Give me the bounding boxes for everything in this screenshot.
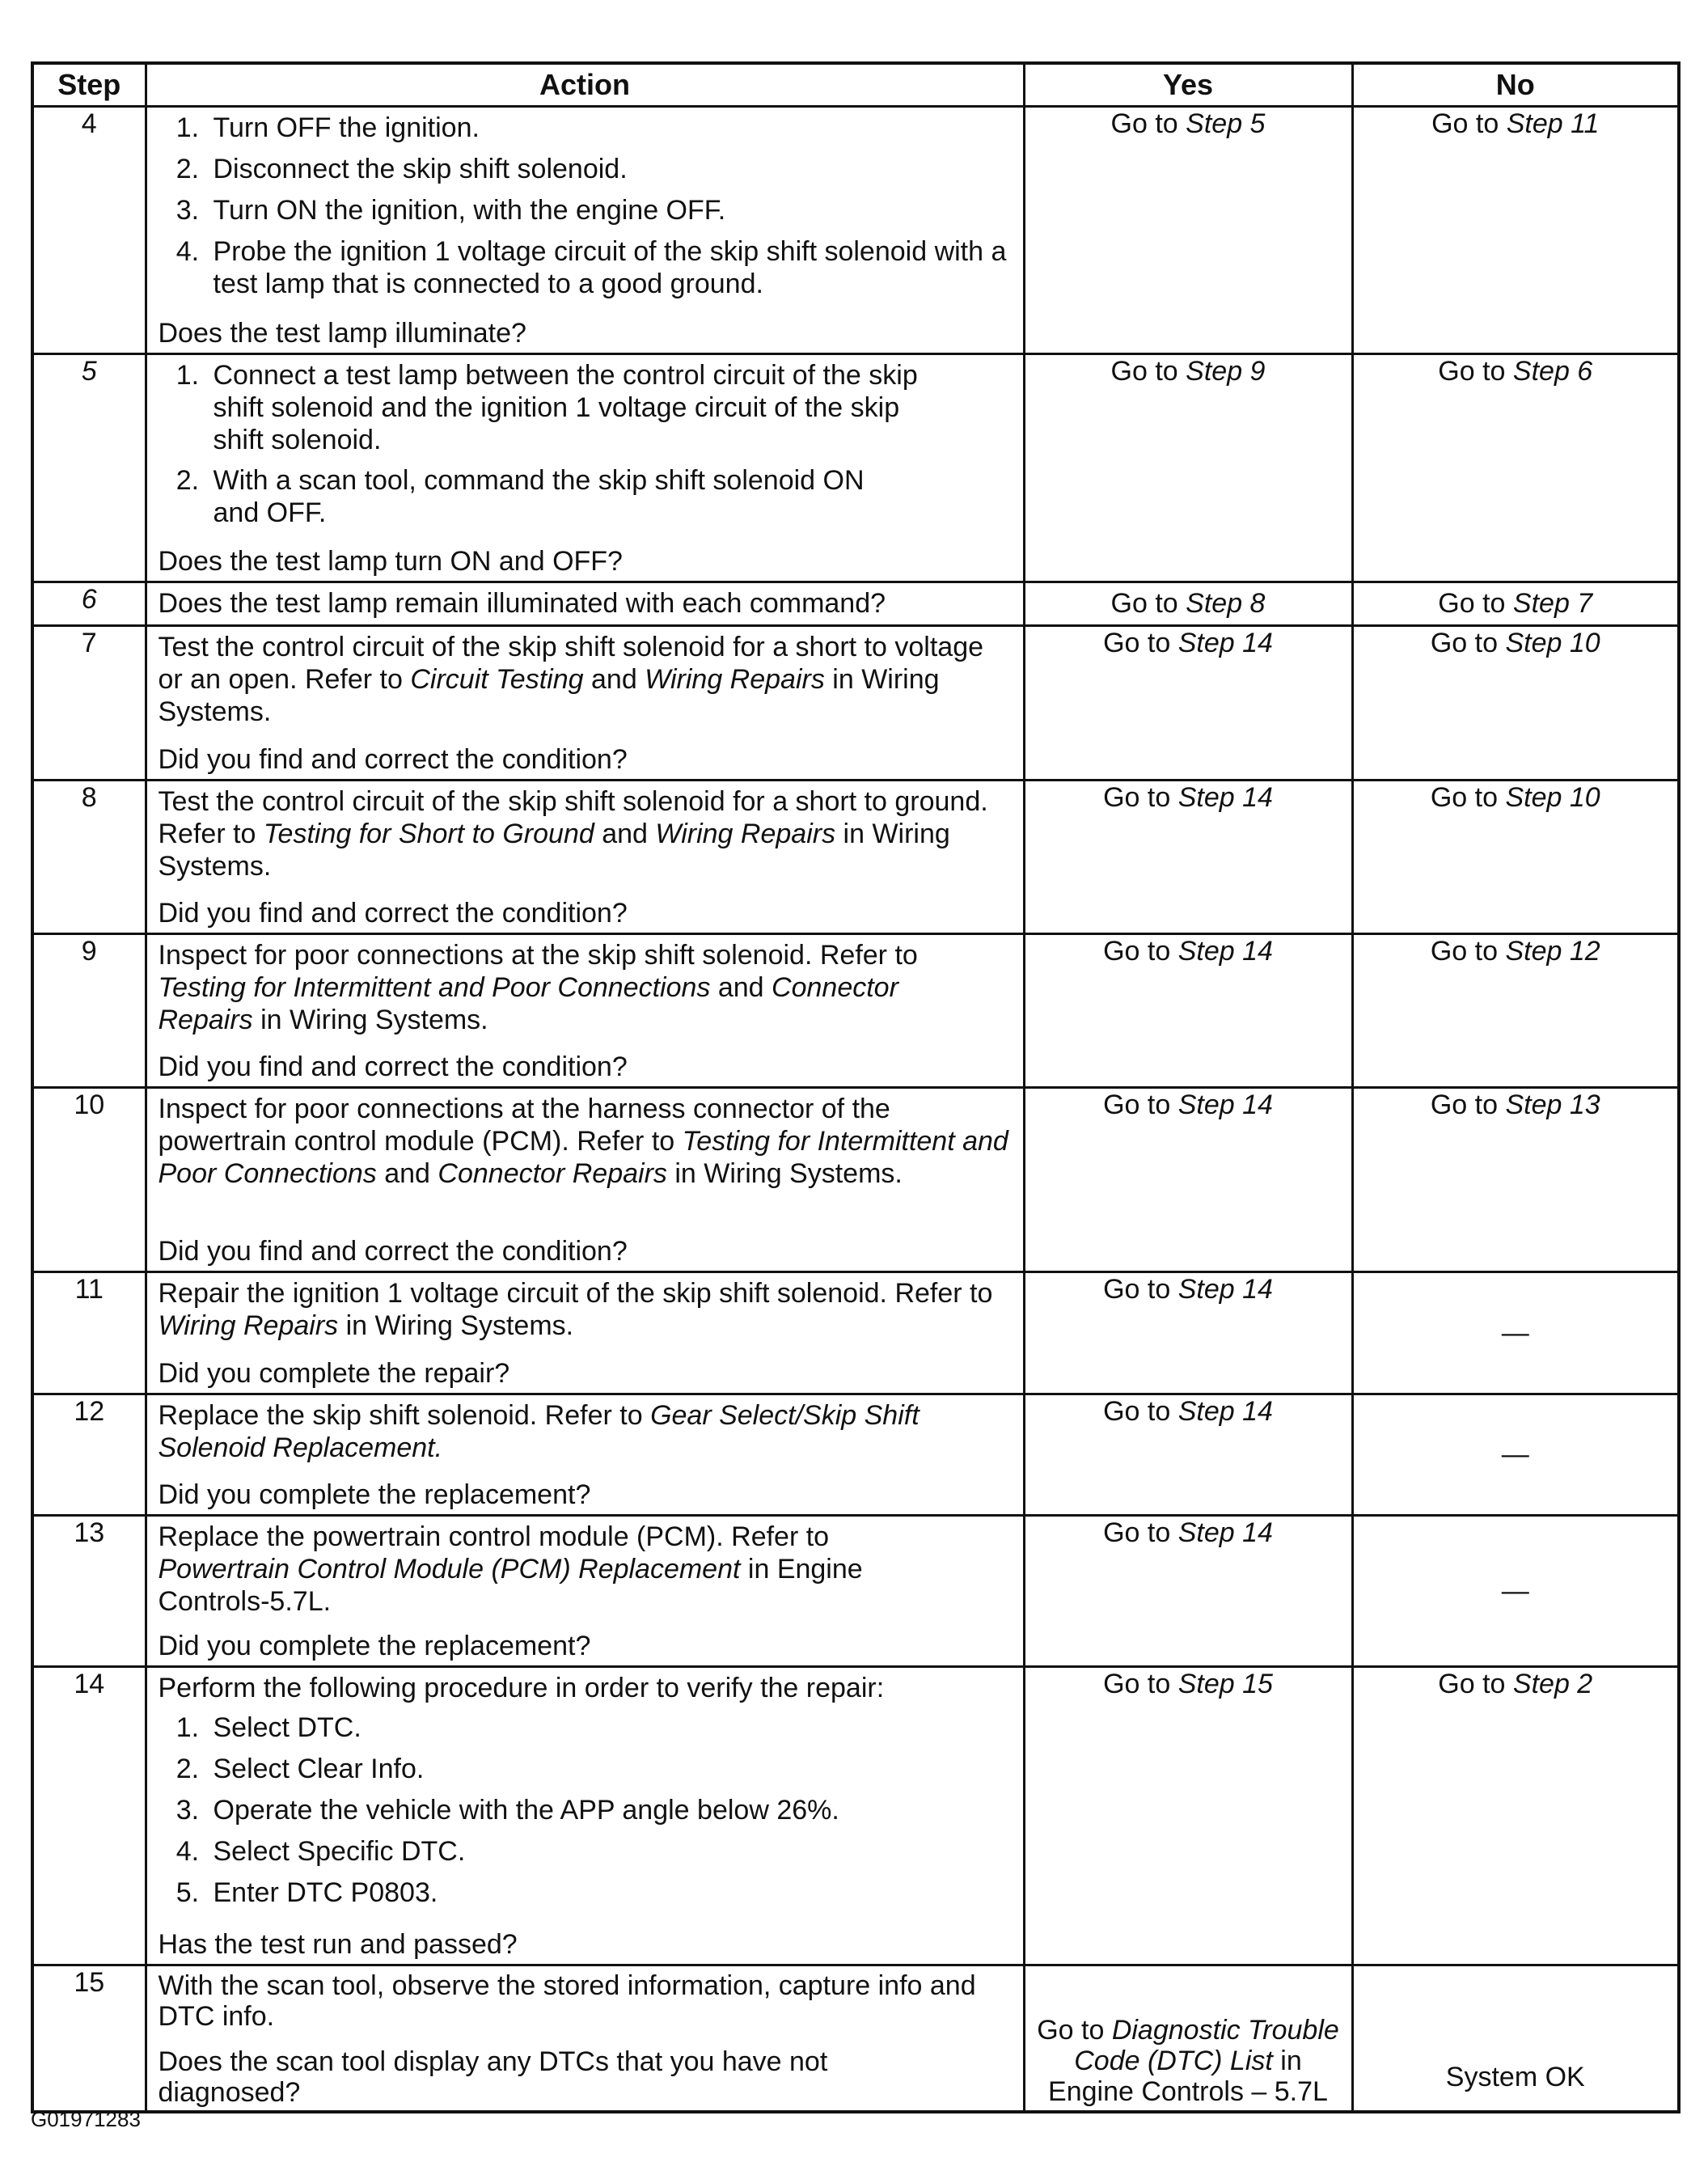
procedure-list bbox=[159, 112, 1015, 300]
table-row bbox=[32, 626, 1679, 781]
list-item: 1. Connect a test lamp between the control circuit of the skip shift solenoid and the ignition 1 voltage circuit of the skip shift solenoid. bbox=[207, 359, 934, 456]
step-number: 5 bbox=[32, 354, 146, 582]
step-reference: Step 14 bbox=[1177, 1090, 1273, 1120]
yes-cell: Go to Step 14 bbox=[1024, 934, 1352, 1088]
action-cell: Replace the powertrain control module (PCM). Refer to Powertrain Control Module (PCM) Replacement in Engine Controls-5.7L. Did you complete the replacement? bbox=[146, 1516, 1024, 1667]
question-text: Does the test lamp illuminate? bbox=[158, 318, 526, 349]
list-item: 4. Probe the ignition 1 voltage circuit of the skip shift solenoid with a test lamp that is connected to a good ground. bbox=[207, 235, 1015, 300]
procedure-intro: Perform the following procedure in order to verify the repair: bbox=[158, 1673, 885, 1703]
question-text: Did you find and correct the condition? bbox=[158, 1051, 628, 1082]
step-number: 14 bbox=[32, 1667, 146, 1965]
action-cell: Repair the ignition 1 voltage circuit of the skip shift solenoid. Refer to Wiring Repairs in Wiring Systems. Did you complete the repair? bbox=[146, 1272, 1024, 1394]
step-reference: Step 9 bbox=[1186, 356, 1266, 387]
figure-id: G01971283 bbox=[31, 2107, 141, 2131]
no-cell: — bbox=[1352, 1272, 1679, 1394]
question-text: Does the test lamp turn ON and OFF? bbox=[158, 546, 623, 577]
table-row bbox=[32, 1394, 1679, 1516]
no-cell: Go to Step 7 bbox=[1352, 582, 1679, 626]
list-item: 1. Select DTC. bbox=[207, 1711, 1015, 1745]
action-cell bbox=[146, 107, 1024, 354]
header-action: Action bbox=[146, 63, 1024, 107]
step-reference: Step 7 bbox=[1512, 588, 1593, 619]
list-item: 3. Turn ON the ignition, with the engine OFF. bbox=[207, 194, 1015, 227]
action-cell bbox=[146, 1667, 1024, 1965]
table-row bbox=[32, 1272, 1679, 1394]
yes-cell: Go to Step 14 bbox=[1024, 626, 1352, 781]
table-row bbox=[32, 1088, 1679, 1272]
table-row bbox=[32, 1667, 1679, 1965]
action-cell bbox=[146, 354, 1024, 582]
no-cell: — bbox=[1352, 1516, 1679, 1667]
question-text: Has the test run and passed? bbox=[158, 1929, 518, 1960]
step-number: 4 bbox=[32, 107, 146, 354]
step-number: 10 bbox=[32, 1088, 146, 1272]
table-row bbox=[32, 781, 1679, 934]
step-reference: Step 14 bbox=[1177, 1274, 1273, 1305]
header-yes: Yes bbox=[1024, 63, 1352, 107]
step-number: 8 bbox=[32, 781, 146, 934]
step-reference: Step 14 bbox=[1177, 1517, 1273, 1548]
question-text: Did you find and correct the condition? bbox=[158, 1236, 628, 1267]
yes-cell: Go to Step 15 bbox=[1024, 1667, 1352, 1965]
table-row bbox=[32, 1516, 1679, 1667]
table-row bbox=[32, 1965, 1679, 2113]
yes-cell: Go to Step 14 bbox=[1024, 1272, 1352, 1394]
step-number: 9 bbox=[32, 934, 146, 1088]
step-number: 6 bbox=[32, 582, 146, 626]
step-reference: Step 14 bbox=[1177, 782, 1273, 813]
table-row bbox=[32, 354, 1679, 582]
header-no: No bbox=[1352, 63, 1679, 107]
action-cell: Inspect for poor connections at the skip shift solenoid. Refer to Testing for Intermittent and Poor Connections and Connector Repairs in Wiring Systems. Did you find and correct the condition? bbox=[146, 934, 1024, 1088]
list-item: 2. With a scan tool, command the skip shift solenoid ON and OFF. bbox=[207, 464, 934, 529]
no-cell: Go to Step 12 bbox=[1352, 934, 1679, 1088]
header-step: Step bbox=[32, 63, 146, 107]
diagnostic-table bbox=[31, 61, 1681, 2113]
question-text: Does the test lamp remain illuminated with each command? bbox=[158, 588, 886, 619]
yes-cell: Go to Step 9 bbox=[1024, 354, 1352, 582]
no-cell: Go to Step 2 bbox=[1352, 1667, 1679, 1965]
step-number: 15 bbox=[32, 1965, 146, 2113]
no-cell: Go to Step 10 bbox=[1352, 781, 1679, 934]
step-number: 12 bbox=[32, 1394, 146, 1516]
action-cell: Replace the skip shift solenoid. Refer to Gear Select/Skip Shift Solenoid Replacement. Did you complete the replacement? bbox=[146, 1394, 1024, 1516]
step-reference: Step 14 bbox=[1177, 936, 1273, 967]
no-cell: — bbox=[1352, 1394, 1679, 1516]
step-reference: Step 12 bbox=[1505, 936, 1600, 967]
action-cell: Inspect for poor connections at the harness connector of the powertrain control module (PCM). Refer to Testing for Intermittent and Poor Connections and Connector Repairs in Wiring Systems. Did you find and correct the condition? bbox=[146, 1088, 1024, 1272]
question-text: Did you find and correct the condition? bbox=[158, 898, 628, 929]
question-text: Did you complete the replacement? bbox=[158, 1631, 591, 1661]
yes-cell: Go to Step 14 bbox=[1024, 1088, 1352, 1272]
table-row bbox=[32, 582, 1679, 626]
question-text: Did you find and correct the condition? bbox=[158, 744, 628, 775]
list-item: 2. Select Clear Info. bbox=[207, 1753, 1015, 1786]
yes-cell: Go to Step 8 bbox=[1024, 582, 1352, 626]
step-number: 7 bbox=[32, 626, 146, 781]
yes-cell: Go to Step 14 bbox=[1024, 781, 1352, 934]
step-reference: Step 6 bbox=[1512, 356, 1593, 387]
step-reference: Step 13 bbox=[1505, 1090, 1600, 1120]
step-reference: Step 10 bbox=[1505, 628, 1600, 658]
action-cell: Test the control circuit of the skip shift solenoid for a short to voltage or an open. Refer to Circuit Testing and Wiring Repairs in Wiring Systems. Did you find and correct the condition? bbox=[146, 626, 1024, 781]
procedure-list bbox=[159, 359, 934, 529]
step-reference: Step 10 bbox=[1505, 782, 1600, 813]
step-reference: Step 5 bbox=[1186, 108, 1266, 139]
section-reference: Diagnostic Trouble Code (DTC) List bbox=[1074, 2015, 1339, 2076]
no-cell: Go to Step 6 bbox=[1352, 354, 1679, 582]
step-reference: Step 14 bbox=[1177, 1396, 1273, 1427]
list-item: 3. Operate the vehicle with the APP angle below 26%. bbox=[207, 1794, 1015, 1827]
no-cell: Go to Step 10 bbox=[1352, 626, 1679, 781]
yes-cell: Go to Step 14 bbox=[1024, 1516, 1352, 1667]
table-row bbox=[32, 107, 1679, 354]
step-reference: Step 2 bbox=[1512, 1669, 1593, 1699]
header-row bbox=[32, 63, 1679, 107]
list-item: 2. Disconnect the skip shift solenoid. bbox=[207, 153, 1015, 186]
step-reference: Step 11 bbox=[1506, 108, 1600, 139]
yes-cell: Go to Diagnostic Trouble Code (DTC) List in Engine Controls – 5.7L bbox=[1024, 1965, 1352, 2113]
question-text: Does the scan tool display any DTCs that you have not diagnosed? bbox=[158, 2046, 828, 2108]
yes-cell: Go to Step 14 bbox=[1024, 1394, 1352, 1516]
step-reference: Step 14 bbox=[1177, 628, 1273, 658]
step-reference: Step 15 bbox=[1177, 1669, 1273, 1699]
action-cell: Test the control circuit of the skip shift solenoid for a short to ground. Refer to Testing for Short to Ground and Wiring Repairs in Wiring Systems. Did you find and correct the condition? bbox=[146, 781, 1024, 934]
action-cell bbox=[146, 582, 1024, 626]
question-text: Did you complete the replacement? bbox=[158, 1479, 591, 1510]
no-cell: System OK bbox=[1352, 1965, 1679, 2113]
no-cell: Go to Step 11 bbox=[1352, 107, 1679, 354]
no-cell: Go to Step 13 bbox=[1352, 1088, 1679, 1272]
procedure-list bbox=[159, 1711, 1015, 1910]
list-item: 1. Turn OFF the ignition. bbox=[207, 112, 1015, 145]
table-row bbox=[32, 934, 1679, 1088]
question-text: Did you complete the repair? bbox=[158, 1358, 510, 1389]
step-number: 13 bbox=[32, 1516, 146, 1667]
list-item: 4. Select Specific DTC. bbox=[207, 1835, 1015, 1868]
step-number: 11 bbox=[32, 1272, 146, 1394]
step-reference: Step 8 bbox=[1186, 588, 1266, 619]
yes-cell: Go to Step 5 bbox=[1024, 107, 1352, 354]
list-item: 5. Enter DTC P0803. bbox=[207, 1876, 1015, 1910]
action-cell: With the scan tool, observe the stored information, capture info and DTC info. Does the scan tool display any DTCs that you have not diagnosed? bbox=[146, 1965, 1024, 2113]
